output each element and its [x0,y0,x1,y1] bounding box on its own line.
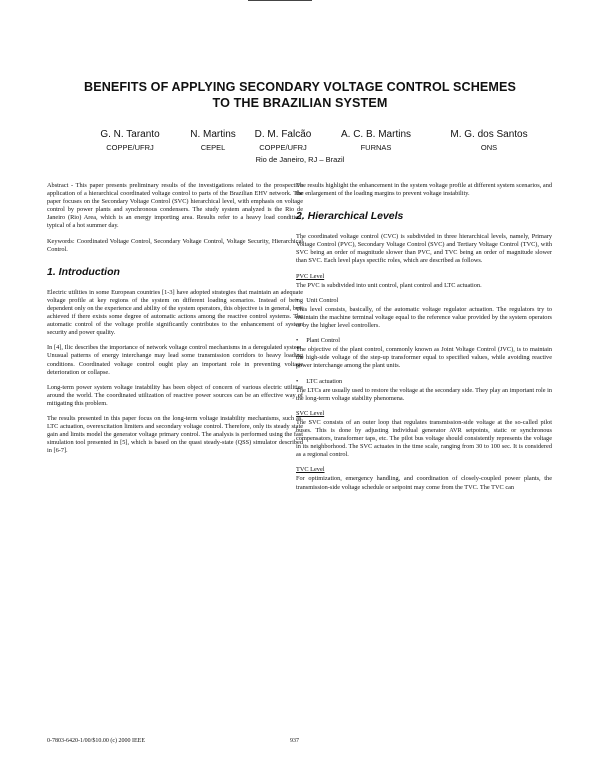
ltc-actuation-text: The LTCs are usually used to restore the voltage at the secondary side. They play an important role in the long-term voltage stability phenomena. [296,386,552,402]
unit-control-text: This level consists, basically, of the automatic voltage regulator actuation. The regulators try to maintain the machine terminal voltage equal to the reference value provided by the system operators or by the higher level controllers. [296,305,552,330]
bullet-ltc-actuation: • LTC actuation [296,378,552,386]
author-5 [435,128,543,154]
title-line-2: TO THE BRAZILIAN SYSTEM [212,96,388,110]
author-location: Rio de Janeiro, RJ – Brazil [255,155,345,164]
author-affiliation: FURNAS [360,143,392,152]
hierarchical-intro: The coordinated voltage control (CVC) is subdivided in three hierarchical levels, namely, Primary Voltage Control (PVC), Secondary Voltage Control (SVC) and Tertiary Voltage Control (TVC), with SVC being an order of magnitude slower than PVC, and TVC being an order of magnitude slower than SVC. Each level plays specific roles, which are described as follows. [296,233,552,265]
author-affiliation: COPPE/UFRJ [106,143,154,152]
plant-control-text: The objective of the plant control, commonly known as Joint Voltage Control (JVC), is to maintain the high-side voltage of the step-up transformer equal to specified values, while avoiding reactive power interchange among the plant units. [296,346,552,370]
keywords: Keywords: Coordinated Voltage Control, Secondary Voltage Control, Voltage Security, Hierarchical Control. [47,237,303,253]
svc-text: The SVC consists of an outer loop that regulates transmission-side voltage at the so-called pilot buses. This is done by adjusting individual generator AVR setpoints, static or synchronous compensators, transformer taps, etc. The pilot bus voltage should consistently represents the voltage in its neighborhood. The SVC actuates in the time scale, ranging from 30 to 100 sec. It is considered as a regional control. [296,418,552,459]
author-affiliation: COPPE/UFRJ [259,143,307,152]
author-name: N. Martins [190,129,236,140]
paper-title [40,79,560,111]
left-column [47,182,303,462]
subheading-pvc-level: PVC Level [296,272,325,280]
author-name: G. N. Taranto [100,129,160,140]
intro-paragraph-2: In [4], Ilic describes the importance of network voltage control mechanisms in a deregulated system. Unusual patterns of energy interchange may lead some transmission corridors to heavy loading conditions. Coordinated voltage control ought play an important role in preventing voltage deterioration or collapse. [47,344,303,376]
author-4 [317,128,435,154]
section-heading-introduction: 1. Introduction [47,265,120,278]
subheading-tvc-level: TVC Level [296,466,325,474]
author-name: D. M. Falcão [254,129,312,140]
intro-paragraph-1: Electric utilities in some European countries [1-3] have adopted strategies that maintain an adequate voltage profile at key regions of the system on different loading scenarios. Instead of being dependent only on the experience and ability of the system operators, this objective is in general, best achieved if there exists some degree of automatic actions among the reactive control systems. The automatic control of the voltage profile significantly contributes to the enhancement of system security and power quality. [47,288,303,337]
subheading-svc-level: SVC Level [296,409,325,417]
top-rule [248,0,312,1]
copyright-footer: 0-7803-6420-1/00/$10.00 (c) 2000 IEEE [47,738,145,744]
intro-paragraph-3: Long-term power system voltage instability has been object of concern of various electric utilities around the world. The coordinated utilization of reactive power sources can be an effective way of mitigating this problem. [47,383,303,407]
author-name: A. C. B. Martins [340,129,411,140]
intro-paragraph-4: The results presented in this paper focus on the long-term voltage instability mechanisms, such as, LTC actuation, overexcitation limiters and secondary voltage control. Therefore, only its steady state gain and limits model the generator voltage primary control. The analysis is performed using the fast simulation tool presented in [5], which is based on the quasi steady-state (QSS) simulator described in [6-7]. [47,414,303,455]
bullet-unit-control: • Unit Control [296,297,552,305]
bullet-plant-control: • Plant Control [296,337,552,345]
author-1 [80,128,180,154]
title-line-1: BENEFITS OF APPLYING SECONDARY VOLTAGE CONTROL SCHEMES [84,80,516,94]
pvc-text: The PVC is subdivided into unit control, plant control and LTC actuation. [296,281,482,289]
right-column [296,182,552,499]
author-affiliation: ONS [480,143,498,152]
tvc-text: For optimization, emergency handling, and coordination of closely-coupled power plants, the transmission-side voltage schedule or setpoint may come from the TVC. The TVC can [296,475,552,491]
section-heading-hierarchical-levels: 2. Hierarchical Levels [296,210,404,223]
author-name: M. G. dos Santos [450,129,528,140]
intro-continuation: The results highlight the enhancement in the system voltage profile at different system scenarios, and the enlargement of the loading margins to prevent voltage instability. [296,182,552,198]
abstract: Abstract - This paper presents preliminary results of the investigations related to the prospective application of a hierarchical coordinated voltage control to parts of the Brazilian EHV network. The paper focuses on the Secondary Voltage Control (SVC) hierarchical level, with emphasis on voltage control by power plants and synchronous condensers. The study system analyzed is the Rio de Janeiro (Rio) Area, which is an energy importing area. Results refer to a heavy load condition, typical of a hot summer day. [47,182,303,230]
author-affiliation: CEPEL [200,143,226,152]
page-number: 937 [290,738,299,744]
